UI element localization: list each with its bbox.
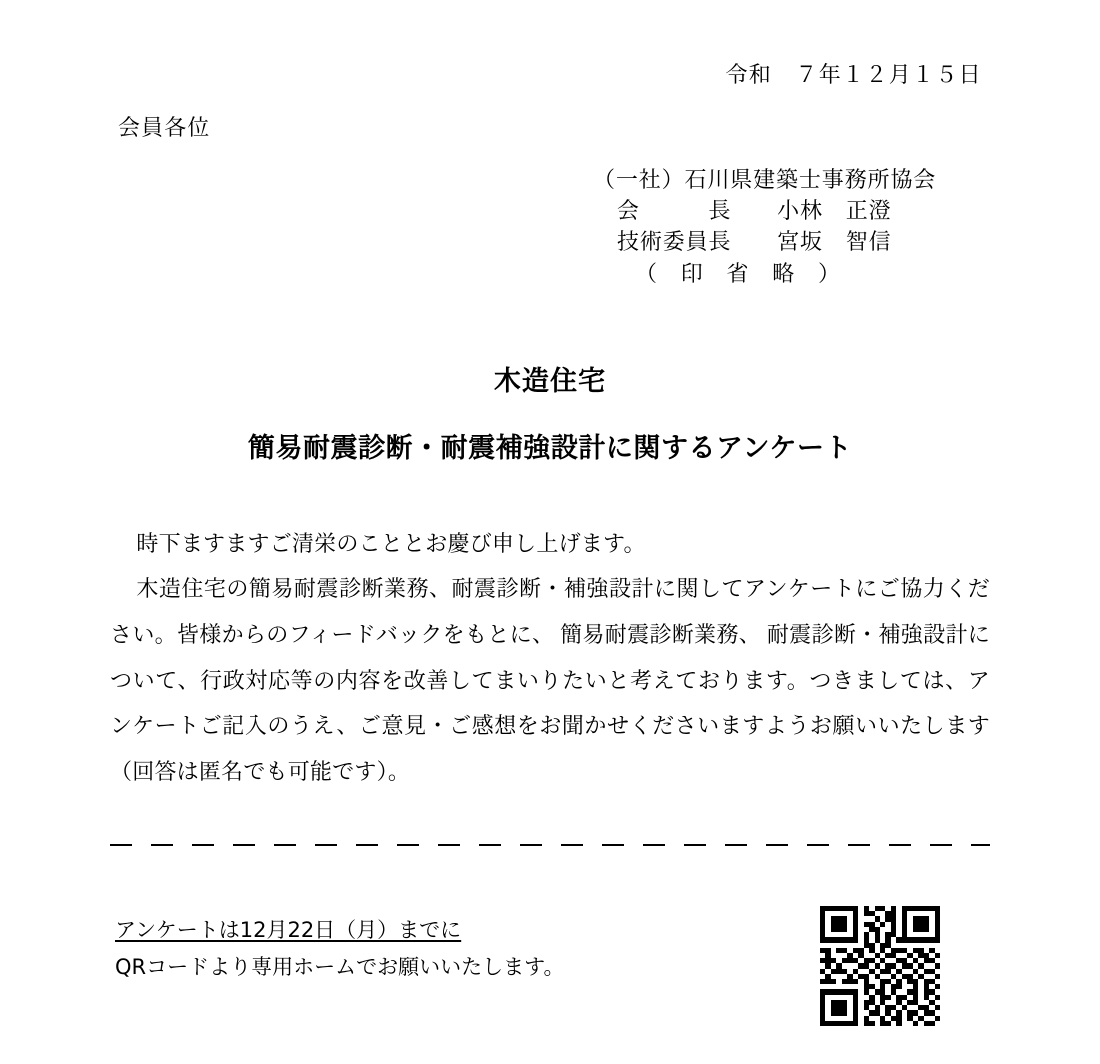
sender-committee-chair: 技術委員長 宮坂 智信 (617, 229, 892, 255)
title-sub: 簡易耐震診断・耐震補強設計に関するアンケート (247, 432, 853, 463)
footer-instruction: QRコードより専用ホームでお願いいたします。 (115, 954, 565, 979)
sender-block (60, 164, 1040, 289)
body-paragraph: 木造住宅の簡易耐震診断業務、耐震診断・補強設計に関してアンケートにご協力ください。皆様からのフィードバックをもとに、 簡易耐震診断業務、 耐震診断・補強設計について、行政対応等の内容を改善してまいりたいと考えております。つきましては、アンケートご記入のうえ、ご意見・ご感想をお聞かせくださいますようお願いいたします（回答は匿名でも可能です）。 (110, 576, 990, 784)
sender-president: 会 長 小林 正澄 (617, 198, 892, 224)
qr-code[interactable] (820, 906, 940, 1026)
footer-deadline: アンケートは12月22日（月）までに (115, 918, 462, 943)
title-main: 木造住宅 (493, 365, 607, 396)
document-addressee: 会員各位 (118, 115, 211, 140)
document-title (60, 359, 1040, 465)
sender-seal-note: （ 印 省 略 ） (635, 260, 841, 286)
dashed-separator (110, 844, 990, 846)
sender-organization: （一社）石川県建築士事務所協会 (593, 167, 937, 192)
document-body (60, 521, 1040, 794)
body-greeting: 時下ますますご清栄のこととお慶び申し上げます。 (136, 530, 646, 556)
qr-module (935, 1021, 940, 1026)
document-date: 令和 ７年１２月１５日 (725, 62, 982, 87)
